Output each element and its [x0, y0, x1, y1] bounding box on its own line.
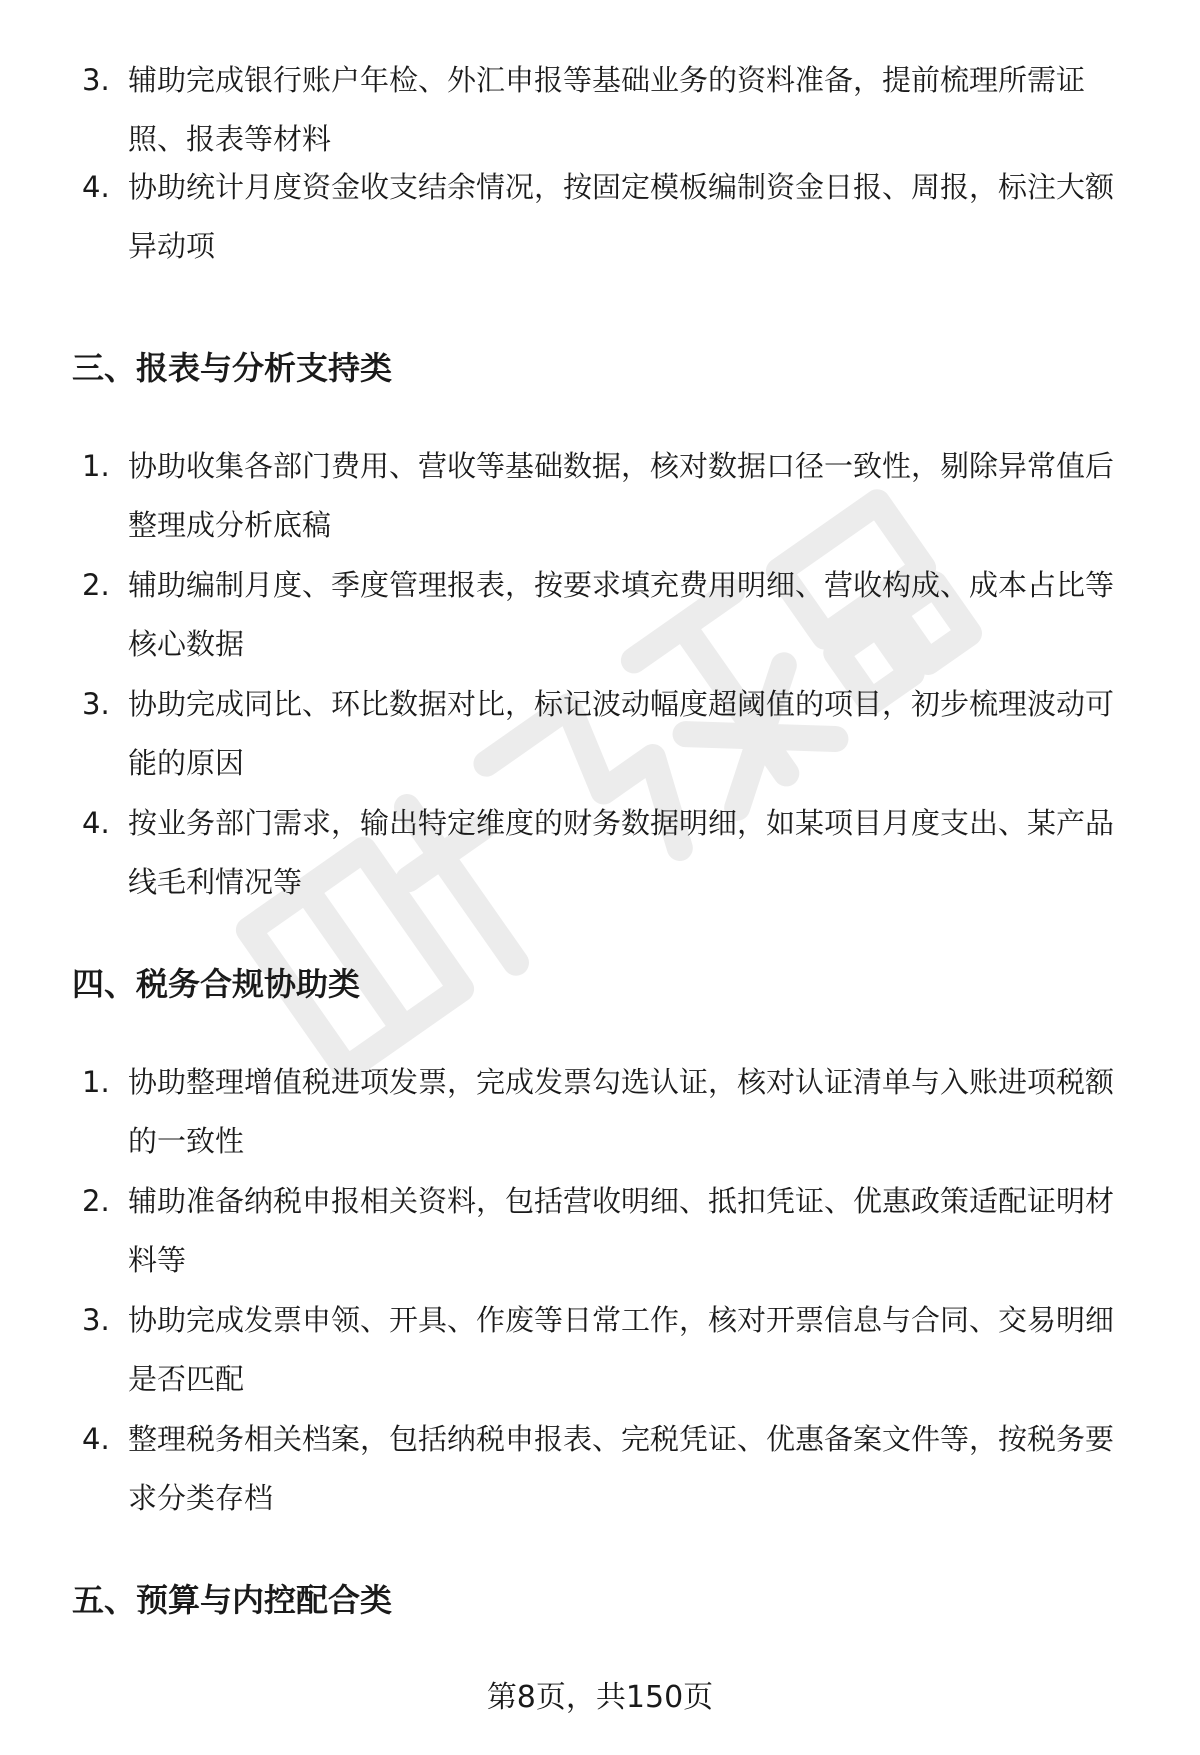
list-number: 4.	[82, 170, 110, 204]
list-text: 协助整理增值税进项发票，完成发票勾选认证，核对认证清单与入账进项税额的一致性	[128, 1065, 1115, 1158]
list-item	[82, 158, 1142, 276]
list-item	[82, 556, 1142, 674]
list-item	[82, 51, 1142, 169]
list-number: 1.	[82, 449, 110, 483]
list-number: 4.	[82, 1422, 110, 1456]
list-item	[82, 1410, 1142, 1528]
list-number: 2.	[82, 1184, 110, 1218]
list-text: 协助统计月度资金收支结余情况，按固定模板编制资金日报、周报，标注大额异动项	[128, 170, 1115, 263]
list-number: 3.	[82, 63, 110, 97]
list-number: 4.	[82, 806, 110, 840]
list-number: 3.	[82, 687, 110, 721]
page-footer: 第8页，共150页	[486, 1680, 714, 1715]
section-heading: 五、预算与内控配合类	[72, 1581, 393, 1619]
list-item	[82, 675, 1142, 793]
list-number: 1.	[82, 1065, 110, 1099]
list-number: 3.	[82, 1303, 110, 1337]
list-text: 整理税务相关档案，包括纳税申报表、完税凭证、优惠备案文件等，按税务要求分类存档	[128, 1422, 1115, 1515]
list-text: 协助完成发票申领、开具、作废等日常工作，核对开票信息与合同、交易明细是否匹配	[128, 1303, 1115, 1396]
list-text: 辅助完成银行账户年检、外汇申报等基础业务的资料准备，提前梳理所需证照、报表等材料	[128, 63, 1086, 156]
list-item	[82, 1053, 1142, 1171]
section-heading: 三、报表与分析支持类	[72, 349, 393, 387]
list-text: 按业务部门需求，输出特定维度的财务数据明细，如某项目月度支出、某产品线毛利情况等	[128, 806, 1115, 899]
list-number: 2.	[82, 568, 110, 602]
list-text: 辅助准备纳税申报相关资料，包括营收明细、抵扣凭证、优惠政策适配证明材料等	[128, 1184, 1115, 1277]
list-item	[82, 794, 1142, 912]
section-heading: 四、税务合规协助类	[72, 965, 361, 1003]
list-item	[82, 437, 1142, 555]
list-text: 协助收集各部门费用、营收等基础数据，核对数据口径一致性，剔除异常值后整理成分析底稿	[128, 449, 1115, 542]
list-text: 辅助编制月度、季度管理报表，按要求填充费用明细、营收构成、成本占比等核心数据	[128, 568, 1115, 661]
list-text: 协助完成同比、环比数据对比，标记波动幅度超阈值的项目，初步梳理波动可能的原因	[128, 687, 1115, 780]
list-item	[82, 1172, 1142, 1290]
list-item	[82, 1291, 1142, 1409]
